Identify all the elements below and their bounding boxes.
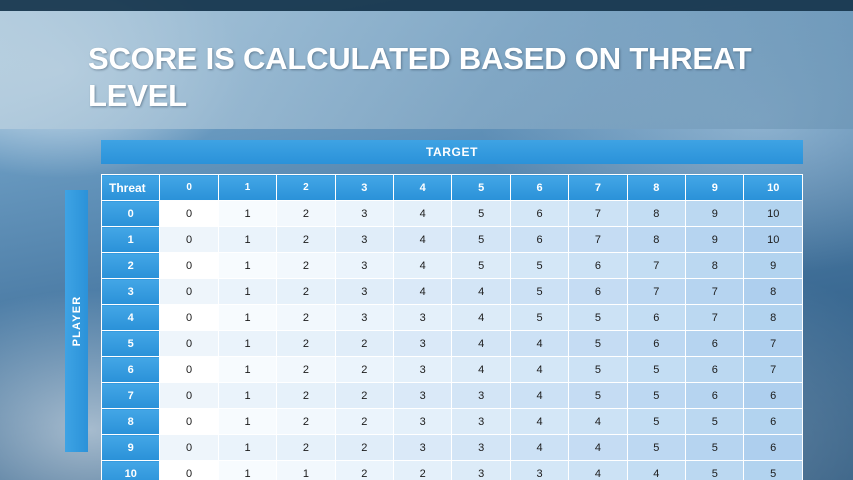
- cell-0-7: 7: [569, 201, 627, 227]
- cell-8-1: 1: [218, 409, 276, 435]
- cell-9-5: 3: [452, 435, 510, 461]
- cell-9-2: 2: [277, 435, 335, 461]
- cell-10-2: 1: [277, 461, 335, 480]
- cell-5-9: 6: [686, 331, 744, 357]
- cell-2-4: 4: [394, 253, 452, 279]
- cell-6-2: 2: [277, 357, 335, 383]
- row-header-7: 7: [102, 383, 160, 409]
- cell-3-7: 6: [569, 279, 627, 305]
- column-header-1: 1: [218, 175, 276, 201]
- cell-8-6: 4: [510, 409, 568, 435]
- cell-1-1: 1: [218, 227, 276, 253]
- cell-7-4: 3: [394, 383, 452, 409]
- cell-7-9: 6: [686, 383, 744, 409]
- cell-0-9: 9: [686, 201, 744, 227]
- table-row: [102, 253, 803, 279]
- score-matrix-table: [101, 174, 803, 480]
- cell-7-8: 5: [627, 383, 685, 409]
- cell-4-0: 0: [160, 305, 218, 331]
- row-header-8: 8: [102, 409, 160, 435]
- cell-0-0: 0: [160, 201, 218, 227]
- cell-1-8: 8: [627, 227, 685, 253]
- cell-6-7: 5: [569, 357, 627, 383]
- row-header-0: 0: [102, 201, 160, 227]
- row-header-10: 10: [102, 461, 160, 480]
- cell-2-7: 6: [569, 253, 627, 279]
- table-row: [102, 435, 803, 461]
- cell-0-2: 2: [277, 201, 335, 227]
- cell-0-1: 1: [218, 201, 276, 227]
- cell-10-10: 5: [744, 461, 803, 480]
- cell-9-3: 2: [335, 435, 393, 461]
- cell-7-3: 2: [335, 383, 393, 409]
- column-header-2: 2: [277, 175, 335, 201]
- cell-9-6: 4: [510, 435, 568, 461]
- cell-4-10: 8: [744, 305, 803, 331]
- cell-0-4: 4: [394, 201, 452, 227]
- player-axis-label: [65, 190, 88, 452]
- cell-2-8: 7: [627, 253, 685, 279]
- matrix-header-row: [102, 175, 803, 201]
- cell-8-0: 0: [160, 409, 218, 435]
- matrix-body: [102, 201, 803, 480]
- cell-2-2: 2: [277, 253, 335, 279]
- column-header-7: 7: [569, 175, 627, 201]
- cell-7-1: 1: [218, 383, 276, 409]
- cell-4-1: 1: [218, 305, 276, 331]
- cell-8-3: 2: [335, 409, 393, 435]
- cell-3-1: 1: [218, 279, 276, 305]
- cell-6-1: 1: [218, 357, 276, 383]
- cell-5-3: 2: [335, 331, 393, 357]
- cell-5-6: 4: [510, 331, 568, 357]
- row-header-6: 6: [102, 357, 160, 383]
- cell-8-8: 5: [627, 409, 685, 435]
- cell-0-8: 8: [627, 201, 685, 227]
- cell-5-8: 6: [627, 331, 685, 357]
- cell-9-4: 3: [394, 435, 452, 461]
- table-row: [102, 227, 803, 253]
- cell-1-6: 6: [510, 227, 568, 253]
- cell-0-3: 3: [335, 201, 393, 227]
- row-header-3: 3: [102, 279, 160, 305]
- cell-6-6: 4: [510, 357, 568, 383]
- table-row: [102, 331, 803, 357]
- table-row: [102, 409, 803, 435]
- cell-8-5: 3: [452, 409, 510, 435]
- cell-0-6: 6: [510, 201, 568, 227]
- cell-2-9: 8: [686, 253, 744, 279]
- row-header-5: 5: [102, 331, 160, 357]
- top-accent-bar: [0, 0, 853, 11]
- column-header-5: 5: [452, 175, 510, 201]
- cell-4-3: 3: [335, 305, 393, 331]
- row-header-2: 2: [102, 253, 160, 279]
- cell-4-6: 5: [510, 305, 568, 331]
- table-row: [102, 461, 803, 480]
- cell-6-3: 2: [335, 357, 393, 383]
- table-row: [102, 383, 803, 409]
- cell-10-7: 4: [569, 461, 627, 480]
- cell-1-9: 9: [686, 227, 744, 253]
- cell-2-10: 9: [744, 253, 803, 279]
- cell-3-6: 5: [510, 279, 568, 305]
- cell-1-7: 7: [569, 227, 627, 253]
- cell-5-10: 7: [744, 331, 803, 357]
- cell-9-10: 6: [744, 435, 803, 461]
- matrix-header: [102, 175, 803, 201]
- cell-1-0: 0: [160, 227, 218, 253]
- cell-2-5: 5: [452, 253, 510, 279]
- cell-3-9: 7: [686, 279, 744, 305]
- cell-10-0: 0: [160, 461, 218, 480]
- cell-7-7: 5: [569, 383, 627, 409]
- cell-1-4: 4: [394, 227, 452, 253]
- cell-9-7: 4: [569, 435, 627, 461]
- player-label-text: PLAYER: [70, 295, 83, 347]
- title-band: [0, 11, 853, 129]
- cell-0-5: 5: [452, 201, 510, 227]
- column-header-6: 6: [510, 175, 568, 201]
- cell-9-8: 5: [627, 435, 685, 461]
- cell-2-6: 5: [510, 253, 568, 279]
- cell-8-4: 3: [394, 409, 452, 435]
- row-header-4: 4: [102, 305, 160, 331]
- matrix-corner-header: Threat: [102, 175, 160, 201]
- table-row: [102, 305, 803, 331]
- cell-6-8: 5: [627, 357, 685, 383]
- cell-7-6: 4: [510, 383, 568, 409]
- cell-7-10: 6: [744, 383, 803, 409]
- cell-4-2: 2: [277, 305, 335, 331]
- cell-9-1: 1: [218, 435, 276, 461]
- cell-2-3: 3: [335, 253, 393, 279]
- cell-5-7: 5: [569, 331, 627, 357]
- cell-10-9: 5: [686, 461, 744, 480]
- cell-5-5: 4: [452, 331, 510, 357]
- column-header-10: 10: [744, 175, 803, 201]
- table-row: [102, 357, 803, 383]
- cell-3-3: 3: [335, 279, 393, 305]
- cell-10-4: 2: [394, 461, 452, 480]
- table-row: [102, 279, 803, 305]
- cell-3-0: 0: [160, 279, 218, 305]
- cell-2-1: 1: [218, 253, 276, 279]
- column-header-8: 8: [627, 175, 685, 201]
- column-header-4: 4: [394, 175, 452, 201]
- cell-7-0: 0: [160, 383, 218, 409]
- table-row: [102, 201, 803, 227]
- cell-4-7: 5: [569, 305, 627, 331]
- cell-10-1: 1: [218, 461, 276, 480]
- cell-8-7: 4: [569, 409, 627, 435]
- cell-3-8: 7: [627, 279, 685, 305]
- cell-3-4: 4: [394, 279, 452, 305]
- cell-1-10: 10: [744, 227, 803, 253]
- cell-0-10: 10: [744, 201, 803, 227]
- cell-4-4: 3: [394, 305, 452, 331]
- target-axis-label: [101, 140, 803, 164]
- column-header-3: 3: [335, 175, 393, 201]
- cell-9-9: 5: [686, 435, 744, 461]
- cell-4-5: 4: [452, 305, 510, 331]
- row-header-1: 1: [102, 227, 160, 253]
- cell-3-2: 2: [277, 279, 335, 305]
- cell-10-6: 3: [510, 461, 568, 480]
- cell-7-2: 2: [277, 383, 335, 409]
- column-header-0: 0: [160, 175, 218, 201]
- cell-9-0: 0: [160, 435, 218, 461]
- cell-6-4: 3: [394, 357, 452, 383]
- cell-8-10: 6: [744, 409, 803, 435]
- cell-6-9: 6: [686, 357, 744, 383]
- cell-7-5: 3: [452, 383, 510, 409]
- cell-5-2: 2: [277, 331, 335, 357]
- cell-8-2: 2: [277, 409, 335, 435]
- page-title: SCORE IS CALCULATED BASED ON THREAT LEVEL: [88, 41, 752, 113]
- cell-5-1: 1: [218, 331, 276, 357]
- cell-3-5: 4: [452, 279, 510, 305]
- cell-8-9: 5: [686, 409, 744, 435]
- cell-4-9: 7: [686, 305, 744, 331]
- cell-6-5: 4: [452, 357, 510, 383]
- cell-10-8: 4: [627, 461, 685, 480]
- column-header-9: 9: [686, 175, 744, 201]
- cell-6-0: 0: [160, 357, 218, 383]
- cell-3-10: 8: [744, 279, 803, 305]
- cell-1-5: 5: [452, 227, 510, 253]
- cell-5-0: 0: [160, 331, 218, 357]
- cell-4-8: 6: [627, 305, 685, 331]
- cell-5-4: 3: [394, 331, 452, 357]
- row-header-9: 9: [102, 435, 160, 461]
- cell-2-0: 0: [160, 253, 218, 279]
- cell-10-3: 2: [335, 461, 393, 480]
- cell-6-10: 7: [744, 357, 803, 383]
- cell-1-3: 3: [335, 227, 393, 253]
- cell-10-5: 3: [452, 461, 510, 480]
- target-label-text: TARGET: [425, 145, 479, 159]
- cell-1-2: 2: [277, 227, 335, 253]
